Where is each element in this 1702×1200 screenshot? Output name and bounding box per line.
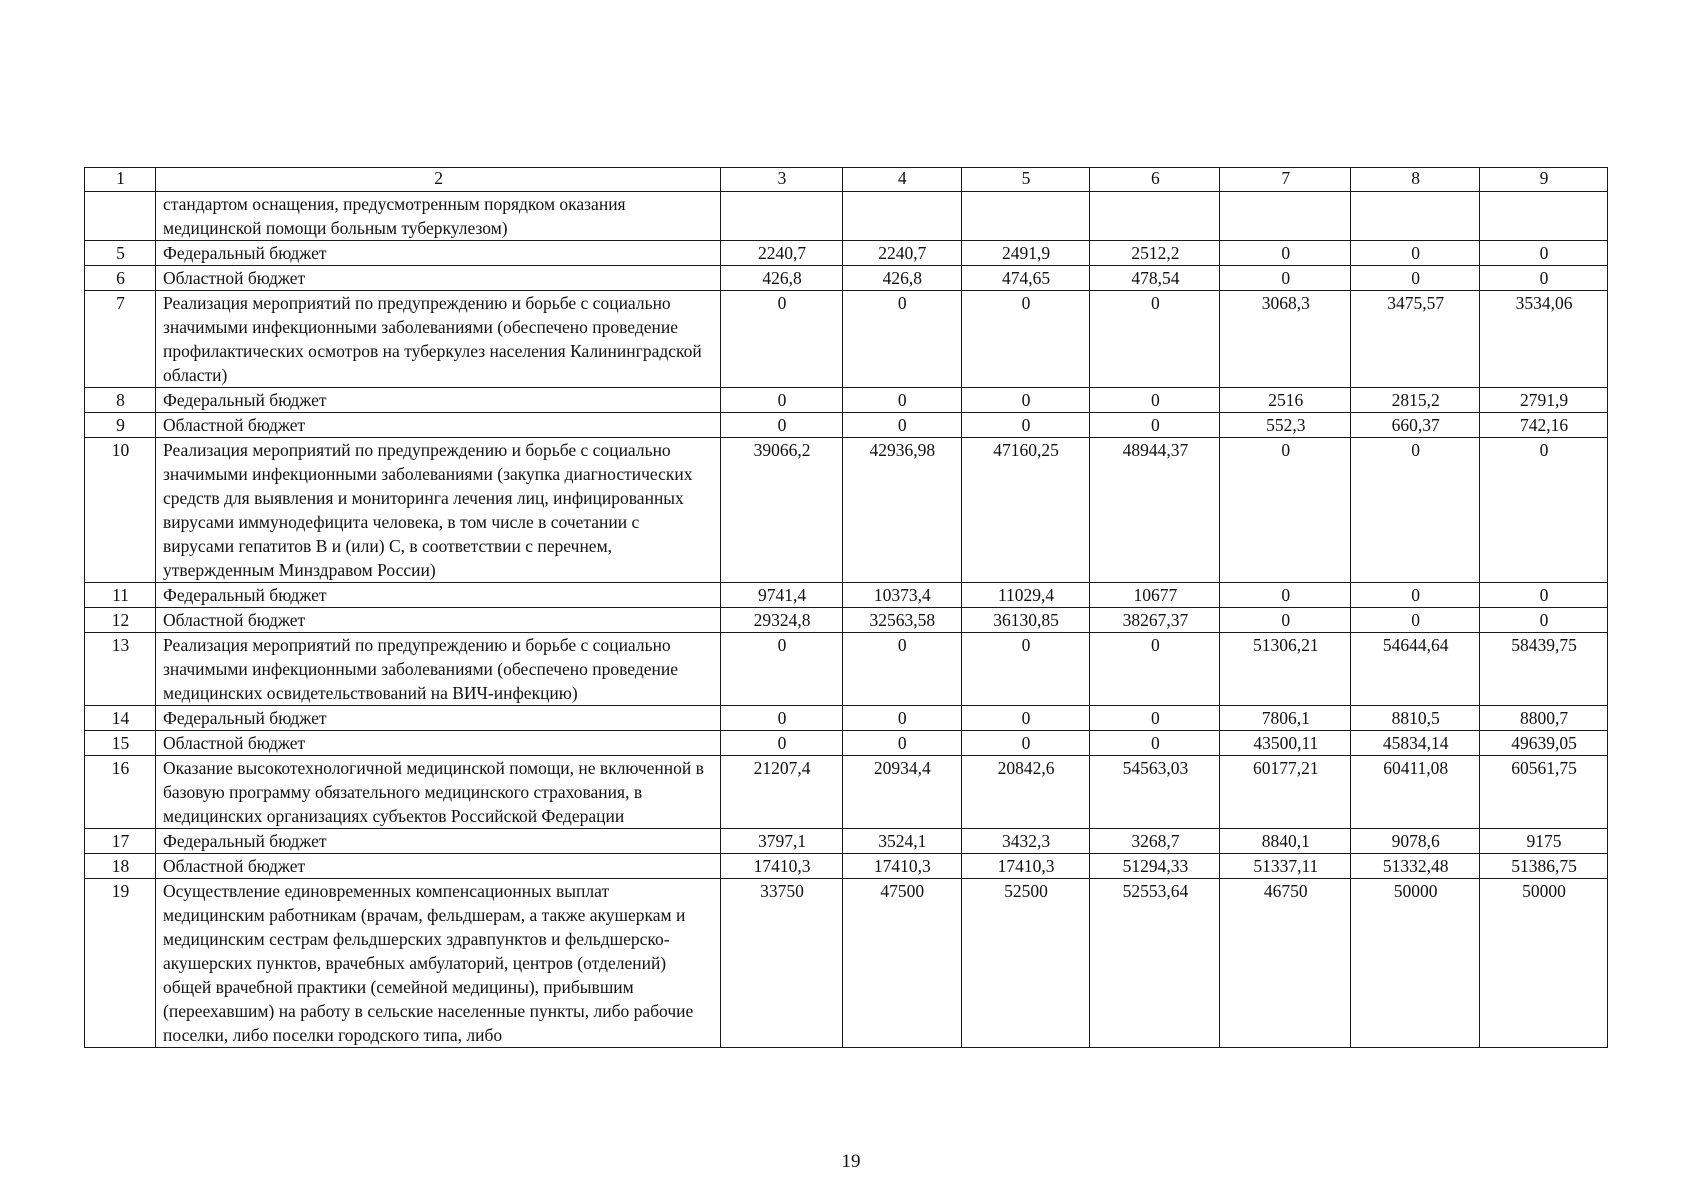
value-cell: 60177,21 [1220,756,1351,829]
value-cell: 0 [842,388,961,413]
row-number-cell: 10 [85,438,156,583]
value-cell: 42936,98 [842,438,961,583]
value-cell: 0 [721,633,843,706]
value-cell: 46750 [1220,879,1351,1048]
value-cell: 0 [842,731,961,756]
value-cell: 0 [721,706,843,731]
row-number-cell: 5 [85,241,156,266]
value-cell [1480,192,1608,241]
table-row [85,829,1608,854]
value-cell: 0 [1351,266,1480,291]
value-cell: 33750 [721,879,843,1048]
value-cell: 3268,7 [1090,829,1220,854]
value-cell: 742,16 [1480,413,1608,438]
column-number-row [85,168,1608,192]
value-cell: 0 [1480,438,1608,583]
value-cell: 32563,58 [842,608,961,633]
value-cell: 660,37 [1351,413,1480,438]
row-number-cell [85,192,156,241]
value-cell: 36130,85 [961,608,1090,633]
value-cell: 0 [1480,241,1608,266]
value-cell: 60411,08 [1351,756,1480,829]
table-row [85,291,1608,388]
value-cell: 0 [1220,608,1351,633]
value-cell: 3475,57 [1351,291,1480,388]
value-cell: 0 [1220,266,1351,291]
value-cell: 17410,3 [721,854,843,879]
table-row [85,706,1608,731]
description-cell: Федеральный бюджет [156,706,721,731]
value-cell: 47500 [842,879,961,1048]
value-cell: 8810,5 [1351,706,1480,731]
value-cell: 3534,06 [1480,291,1608,388]
table-body [85,168,1608,1048]
row-number-cell: 14 [85,706,156,731]
value-cell: 2516 [1220,388,1351,413]
value-cell: 426,8 [842,266,961,291]
table-row [85,388,1608,413]
value-cell: 0 [842,291,961,388]
description-cell: Федеральный бюджет [156,241,721,266]
table-row [85,854,1608,879]
value-cell: 51337,11 [1220,854,1351,879]
description-cell: Федеральный бюджет [156,829,721,854]
value-cell: 0 [1351,438,1480,583]
value-cell: 54644,64 [1351,633,1480,706]
value-cell: 60561,75 [1480,756,1608,829]
value-cell: 21207,4 [721,756,843,829]
value-cell: 17410,3 [842,854,961,879]
value-cell [961,192,1090,241]
description-cell: стандартом оснащения, предусмотренным порядком оказания медицинской помощи больным туберкулезом) [156,192,721,241]
value-cell: 0 [1220,438,1351,583]
value-cell: 0 [1090,731,1220,756]
row-number-cell: 13 [85,633,156,706]
value-cell: 2512,2 [1090,241,1220,266]
value-cell: 51294,33 [1090,854,1220,879]
value-cell: 9078,6 [1351,829,1480,854]
table-row [85,633,1608,706]
row-number-cell: 16 [85,756,156,829]
row-number-cell: 19 [85,879,156,1048]
value-cell: 0 [961,388,1090,413]
budget-table [84,167,1608,1048]
value-cell: 9741,4 [721,583,843,608]
value-cell [1351,192,1480,241]
value-cell [1090,192,1220,241]
value-cell: 2815,2 [1351,388,1480,413]
value-cell: 0 [1220,583,1351,608]
table-row [85,608,1608,633]
value-cell [842,192,961,241]
value-cell: 50000 [1351,879,1480,1048]
value-cell [721,192,843,241]
value-cell: 0 [1090,291,1220,388]
table-row [85,413,1608,438]
value-cell: 478,54 [1090,266,1220,291]
value-cell: 3797,1 [721,829,843,854]
row-number-cell: 17 [85,829,156,854]
description-cell: Областной бюджет [156,731,721,756]
value-cell: 0 [1351,608,1480,633]
value-cell: 9175 [1480,829,1608,854]
value-cell: 0 [961,413,1090,438]
description-cell: Областной бюджет [156,413,721,438]
value-cell: 48944,37 [1090,438,1220,583]
table-row [85,266,1608,291]
value-cell: 8800,7 [1480,706,1608,731]
value-cell: 51332,48 [1351,854,1480,879]
value-cell: 0 [842,633,961,706]
table-row [85,241,1608,266]
description-cell: Областной бюджет [156,608,721,633]
column-number-cell: 1 [85,168,156,192]
value-cell: 17410,3 [961,854,1090,879]
value-cell: 0 [1351,583,1480,608]
column-number-cell: 6 [1090,168,1220,192]
value-cell: 0 [842,706,961,731]
value-cell: 3524,1 [842,829,961,854]
value-cell: 0 [1480,608,1608,633]
value-cell [1220,192,1351,241]
column-number-cell: 5 [961,168,1090,192]
value-cell: 51306,21 [1220,633,1351,706]
column-number-cell: 9 [1480,168,1608,192]
value-cell: 10373,4 [842,583,961,608]
value-cell: 0 [1090,706,1220,731]
row-number-cell: 7 [85,291,156,388]
value-cell: 43500,11 [1220,731,1351,756]
value-cell: 8840,1 [1220,829,1351,854]
table-row [85,879,1608,1048]
table-row [85,438,1608,583]
value-cell: 39066,2 [721,438,843,583]
value-cell: 52500 [961,879,1090,1048]
value-cell: 0 [1090,633,1220,706]
column-number-cell: 3 [721,168,843,192]
value-cell: 0 [961,731,1090,756]
page-number: 19 [841,1151,861,1172]
description-cell: Реализация мероприятий по предупреждению и борьбе с социально значимыми инфекционными заболеваниями (обеспечено проведение медицинских освидетельствований на ВИЧ-инфекцию) [156,633,721,706]
value-cell: 2240,7 [721,241,843,266]
column-number-cell: 2 [156,168,721,192]
description-cell: Реализация мероприятий по предупреждению и борьбе с социально значимыми инфекционными заболеваниями (обеспечено проведение профилактических осмотров на туберкулез населения Калининградской области) [156,291,721,388]
value-cell: 2240,7 [842,241,961,266]
description-cell: Оказание высокотехнологичной медицинской помощи, не включенной в базовую программу обязательного медицинского страхования, в медицинских организациях субъектов Российской Федерации [156,756,721,829]
value-cell: 0 [1351,241,1480,266]
row-number-cell: 18 [85,854,156,879]
value-cell: 2791,9 [1480,388,1608,413]
value-cell: 0 [1480,266,1608,291]
value-cell: 38267,37 [1090,608,1220,633]
value-cell: 52553,64 [1090,879,1220,1048]
value-cell: 2491,9 [961,241,1090,266]
value-cell: 0 [1090,413,1220,438]
value-cell: 20934,4 [842,756,961,829]
description-cell: Осуществление единовременных компенсационных выплат медицинским работникам (врачам, фельдшерам, а также акушеркам и медицинским сестрам фельдшерских здравпунктов и фельдшерско-акушерских пунктов, врачебных амбулаторий, центров (отделений) общей врачебной практики (семейной медицины), прибывшим (переехавшим) на работу в сельские населенные пункты, либо рабочие поселки, либо поселки городского типа, либо [156,879,721,1048]
value-cell: 7806,1 [1220,706,1351,731]
value-cell: 0 [721,731,843,756]
value-cell: 50000 [1480,879,1608,1048]
value-cell: 0 [961,706,1090,731]
description-cell: Реализация мероприятий по предупреждению и борьбе с социально значимыми инфекционными заболеваниями (закупка диагностических средств для выявления и мониторинга лечения лиц, инфицированных вирусами иммунодефицита человека, в том числе в сочетании с вирусами гепатитов В и (или) С, в соответствии с перечнем, утвержденным Минздравом России) [156,438,721,583]
row-number-cell: 8 [85,388,156,413]
value-cell: 3432,3 [961,829,1090,854]
value-cell: 0 [1480,583,1608,608]
value-cell: 0 [721,388,843,413]
value-cell: 0 [1220,241,1351,266]
value-cell: 20842,6 [961,756,1090,829]
value-cell: 51386,75 [1480,854,1608,879]
row-number-cell: 15 [85,731,156,756]
table-row [85,731,1608,756]
description-cell: Федеральный бюджет [156,583,721,608]
value-cell: 0 [1090,388,1220,413]
value-cell: 45834,14 [1351,731,1480,756]
value-cell: 0 [961,291,1090,388]
description-cell: Федеральный бюджет [156,388,721,413]
value-cell: 3068,3 [1220,291,1351,388]
row-number-cell: 12 [85,608,156,633]
table-row [85,583,1608,608]
value-cell: 47160,25 [961,438,1090,583]
value-cell: 58439,75 [1480,633,1608,706]
column-number-cell: 7 [1220,168,1351,192]
value-cell: 0 [961,633,1090,706]
description-cell: Областной бюджет [156,854,721,879]
column-number-cell: 8 [1351,168,1480,192]
row-number-cell: 11 [85,583,156,608]
description-cell: Областной бюджет [156,266,721,291]
value-cell: 29324,8 [721,608,843,633]
value-cell: 54563,03 [1090,756,1220,829]
table-row [85,756,1608,829]
value-cell: 10677 [1090,583,1220,608]
value-cell: 0 [842,413,961,438]
row-number-cell: 6 [85,266,156,291]
column-number-cell: 4 [842,168,961,192]
value-cell: 474,65 [961,266,1090,291]
value-cell: 0 [721,291,843,388]
value-cell: 49639,05 [1480,731,1608,756]
table-row [85,192,1608,241]
row-number-cell: 9 [85,413,156,438]
value-cell: 426,8 [721,266,843,291]
value-cell: 552,3 [1220,413,1351,438]
value-cell: 11029,4 [961,583,1090,608]
value-cell: 0 [721,413,843,438]
